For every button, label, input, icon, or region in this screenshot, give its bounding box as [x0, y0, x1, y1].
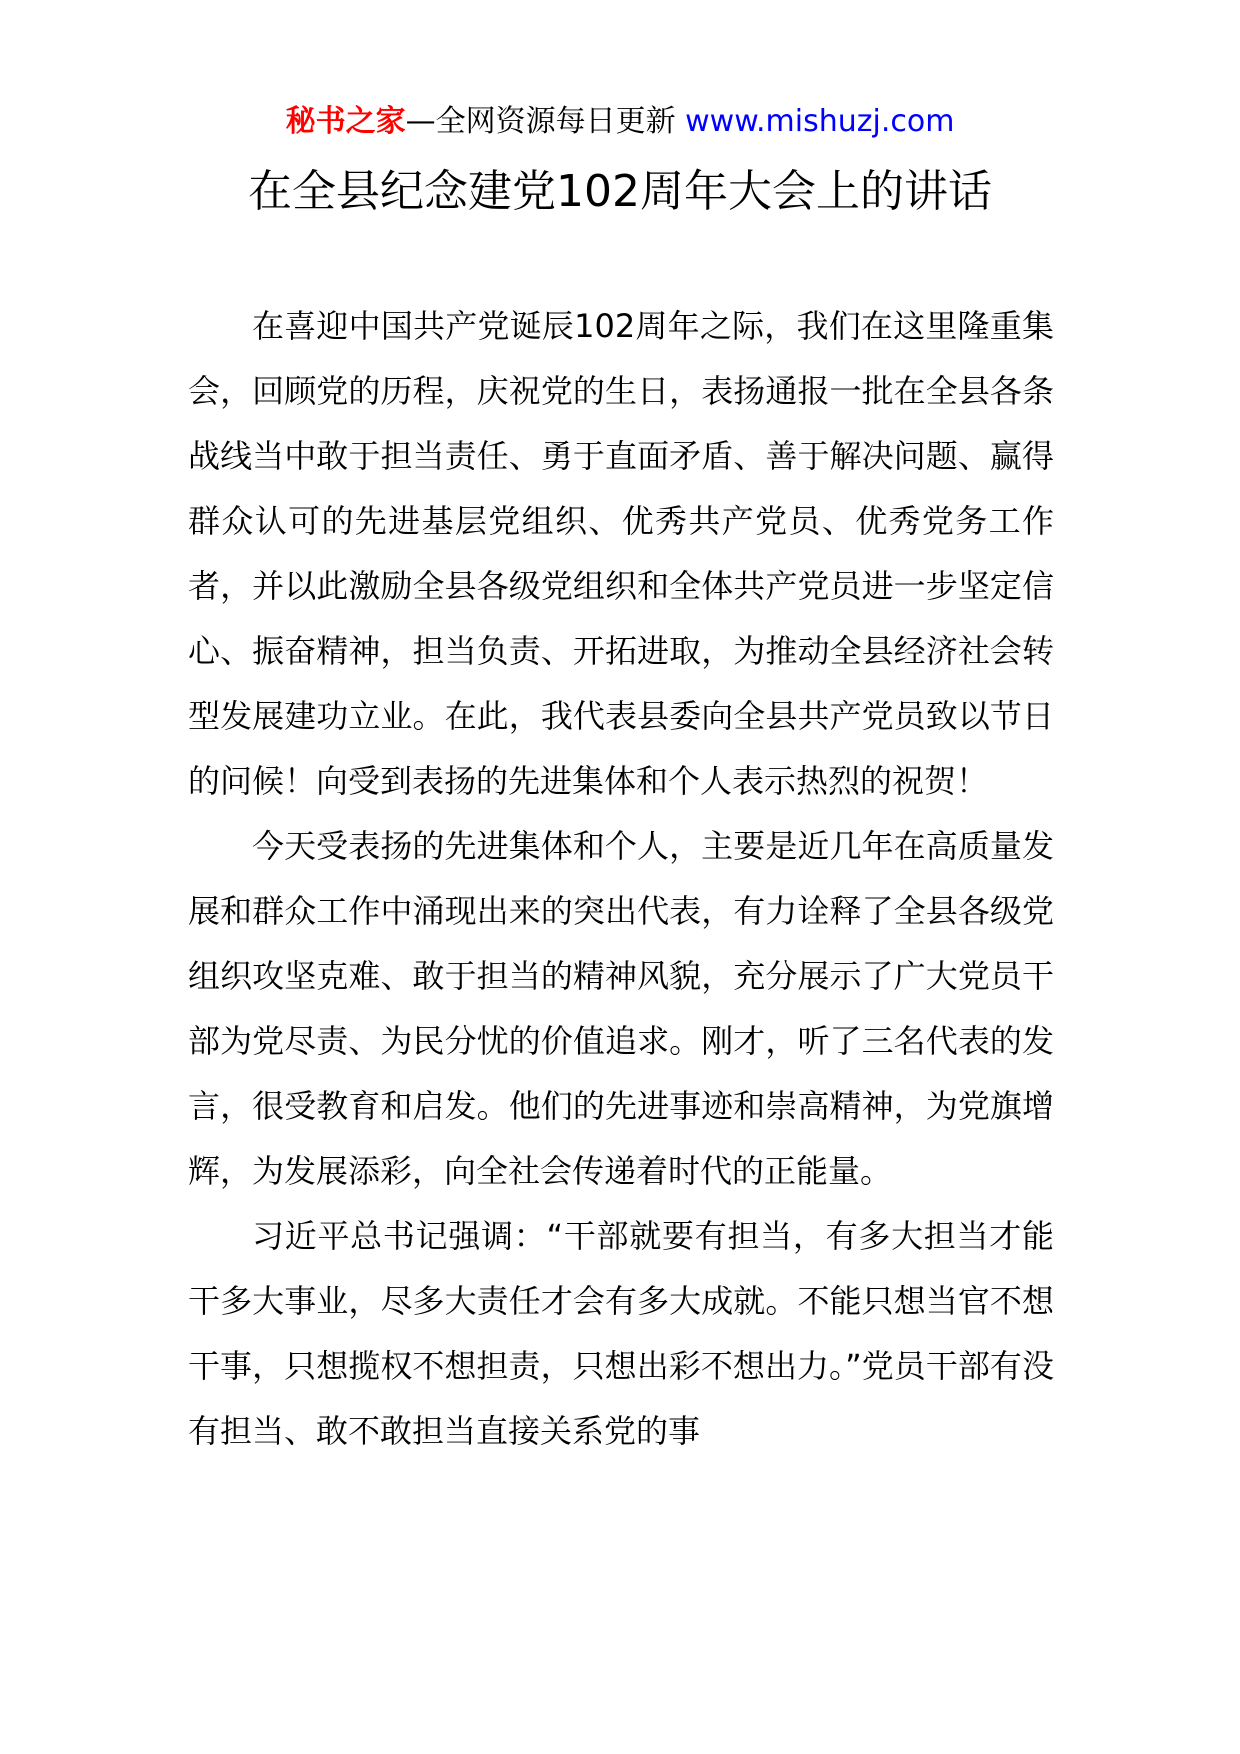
paragraph: 在喜迎中国共产党诞辰102周年之际，我们在这里隆重集会，回顾党的历程，庆祝党的生日，表扬通报一批在全县各条战线当中敢于担当责任、勇于直面矛盾、善于解决问题、赢得群众认可的先进基层党组织、优秀共产党员、优秀党务工作者，并以此激励全县各级党组织和全体共产党员进一步坚定信心、振奋精神，担当负责、开拓进取，为推动全县经济社会转型发展建功立业。在此，我代表县委向全县共产党员致以节日的问候！向受到表扬的先进集体和个人表示热烈的祝贺！: [188, 307, 1054, 800]
brand-name: 秘书之家: [285, 104, 406, 139]
tagline: —全网资源每日更新: [405, 104, 686, 139]
site-url-link[interactable]: www.mishuzj.com: [685, 104, 955, 139]
document-title: 在全县纪念建党102周年大会上的讲话: [248, 166, 992, 217]
paragraph: 今天受表扬的先进集体和个人，主要是近几年在高质量发展和群众工作中涌现出来的突出代表，有力诠释了全县各级党组织攻坚克难、敢于担当的精神风貌，充分展示了广大党员干部为党尽责、为民分忧的价值追求。刚才，听了三名代表的发言，很受教育和启发。他们的先进事迹和崇高精神，为党旗增辉，为发展添彩，向全社会传递着时代的正能量。: [188, 827, 1054, 1190]
site-header: [0, 102, 1240, 142]
document-body: [188, 294, 1054, 1464]
paragraph: 习近平总书记强调：“干部就要有担当，有多大担当才能干多大事业，尽多大责任才会有多大成就。不能只想当官不想干事，只想揽权不想担责，只想出彩不想出力。”党员干部有没有担当、敢不敢担当直接关系党的事: [188, 1217, 1054, 1450]
